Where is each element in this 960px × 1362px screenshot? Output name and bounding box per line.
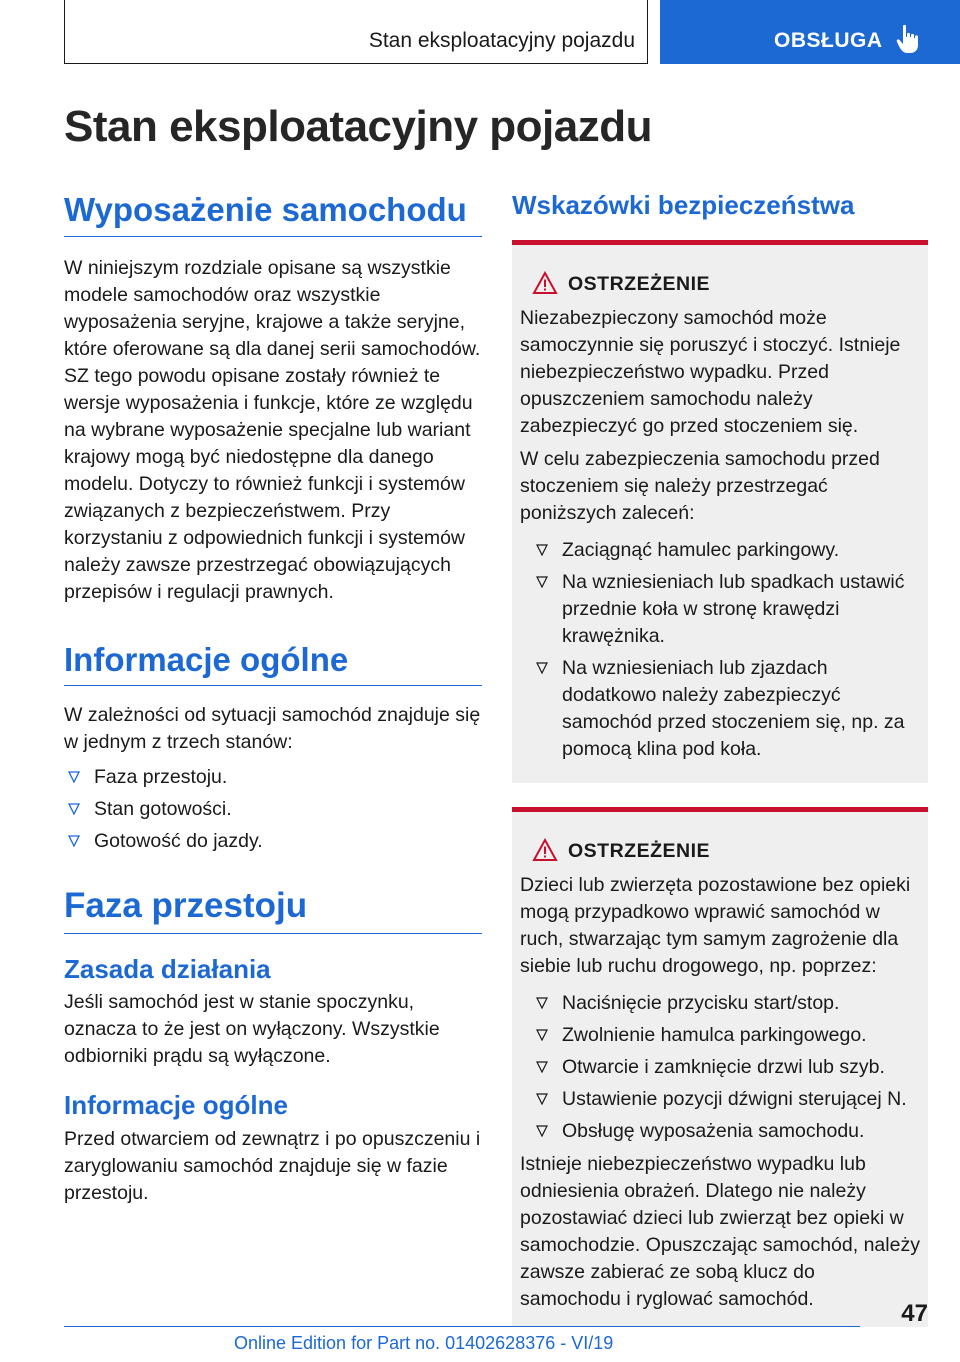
subheading-general-info: Informacje ogólne <box>64 1090 288 1121</box>
warning-paragraph: W celu zabezpieczenia samochodu przed stoczeniem się należy przestrzegać poniższych zaleceń: <box>520 448 880 525</box>
warning-list <box>532 990 920 1145</box>
list-item-text: Zwolnienie hamulca parkingowego. <box>562 1024 867 1047</box>
warning-title: OSTRZEŻENIE <box>568 273 711 296</box>
warning-paragraph: Dzieci lub zwierzęta pozostawione bez opieki mogą przypadkowo wprawić samochód w ruch, stwarzając tym samym zagrożenie dla siebie lub ruchu drogowego, np. poprzez: <box>520 874 911 978</box>
section-heading-safety: Wskazówki bezpieczeństwa <box>512 190 855 220</box>
list-item <box>532 1086 920 1113</box>
warning-title: OSTRZEŻENIE <box>568 840 711 863</box>
triangle-bullet-icon <box>536 576 548 588</box>
edition-note: Online Edition for Part no. 01402628376 - VI/19 <box>234 1333 614 1353</box>
triangle-bullet-icon <box>536 1125 548 1137</box>
section-heading-general: Informacje ogólne <box>64 640 482 687</box>
list-item-text: Faza przestoju. <box>94 766 228 789</box>
warning-paragraph: Istnieje niebezpieczeństwo wypadku lub odniesienia obrażeń. Dlatego nie należy pozostawiać dzieci lub zwierząt bez opieki w samochodzie. Opuszczając samochód, należy zawsze zabierać ze sobą klucz do samochodu i ryglować samochód. <box>520 1153 920 1311</box>
section-heading-standby: Faza przestoju <box>64 885 482 934</box>
list-item <box>532 537 920 564</box>
triangle-bullet-icon <box>68 803 80 815</box>
header-section-title: Stan eksploatacyjny pojazdu <box>368 29 635 52</box>
warning-triangle-icon <box>532 838 558 862</box>
header-box <box>64 0 648 64</box>
list-item <box>64 828 482 855</box>
triangle-bullet-icon <box>536 662 548 674</box>
warning-box <box>512 240 928 783</box>
list-item-text: Naciśnięcie przycisku start/stop. <box>562 992 840 1015</box>
warning-triangle-icon <box>532 271 558 295</box>
right-column <box>512 190 928 1327</box>
list-item-text: Zaciągnąć hamulec parkingowy. <box>562 539 840 562</box>
triangle-bullet-icon <box>536 1093 548 1105</box>
warning-box <box>512 807 928 1327</box>
list-item <box>64 796 482 823</box>
list-item-text: Gotowość do jazdy. <box>94 830 263 853</box>
page-number: 47 <box>901 1300 928 1327</box>
footer-divider <box>64 1326 860 1327</box>
list-item-text: Otwarcie i zamknięcie drzwi lub szyb. <box>562 1056 885 1079</box>
list-item <box>532 569 920 650</box>
list-item <box>532 655 920 763</box>
triangle-bullet-icon <box>536 1029 548 1041</box>
principle-paragraph: Jeśli samochód jest w stanie spoczynku, oznacza to że jest on wyłączony. Wszystkie odbiorniki prądu są wyłączone. <box>64 991 440 1068</box>
general-paragraph: W zależności od sytuacji samochód znajduje się w jednym z trzech stanów: <box>64 704 481 754</box>
warning-paragraph: Niezabezpieczony samochód może samoczynnie się poruszyć i stoczyć. Istnieje niebezpieczeństwo wypadku. Przed opuszczeniem samochodu należy zabezpieczyć go przed stoczeniem się. <box>520 307 901 438</box>
chapter-tab[interactable] <box>660 0 960 64</box>
subheading-principle: Zasada działania <box>64 954 271 985</box>
list-item <box>532 1118 920 1145</box>
chapter-tab-label: OBSŁUGA <box>774 29 883 52</box>
general-info-paragraph: Przed otwarciem od zewnątrz i po opuszczeniu i zaryglowaniu samochód znajduje się w fazie przestoju. <box>64 1127 481 1204</box>
list-item <box>532 990 920 1017</box>
list-item <box>532 1054 920 1081</box>
triangle-bullet-icon <box>68 835 80 847</box>
states-list <box>64 764 482 855</box>
warning-list <box>532 537 920 763</box>
triangle-bullet-icon <box>536 997 548 1009</box>
left-column <box>64 190 482 1207</box>
list-item-text: Na wzniesieniach lub spadkach ustawić przednie koła w stronę krawędzi krawężnika. <box>562 571 905 648</box>
list-item-text: Stan gotowości. <box>94 798 232 821</box>
page-title: Stan eksploatacyjny pojazdu <box>64 102 652 151</box>
list-item-text: Obsługę wyposażenia samochodu. <box>562 1120 865 1143</box>
triangle-bullet-icon <box>536 544 548 556</box>
list-item <box>64 764 482 791</box>
triangle-bullet-icon <box>68 771 80 783</box>
triangle-bullet-icon <box>536 1061 548 1073</box>
list-item-text: Ustawienie pozycji dźwigni sterującej N. <box>562 1088 907 1111</box>
list-item-text: Na wzniesieniach lub zjazdach dodatkowo należy zabezpieczyć samochód przed stoczeniem się, np. za pomocą klina pod koła. <box>562 657 905 761</box>
hand-pointer-icon <box>896 24 922 54</box>
list-item <box>532 1022 920 1049</box>
equipment-paragraph: W niniejszym rozdziale opisane są wszystkie modele samochodów oraz wszystkie wyposażenia seryjne, krajowe a także seryjne, które oferowane są dla danej serii samochodów. SZ tego powodu opisane zostały również te wersje wyposażenia i funkcje, które ze względu na wybrane wyposażenie specjalne lub wariant krajowy mogą być niedostępne dla danego modelu. Dotyczy to również funkcji i systemów związanych z bezpieczeństwem. Przy korzystaniu z odpowiednich funkcji i systemów należy zawsze przestrzegać obowiązujących przepisów i regulacji prawnych. <box>64 256 481 603</box>
section-heading-equipment: Wyposażenie samochodu <box>64 190 482 237</box>
